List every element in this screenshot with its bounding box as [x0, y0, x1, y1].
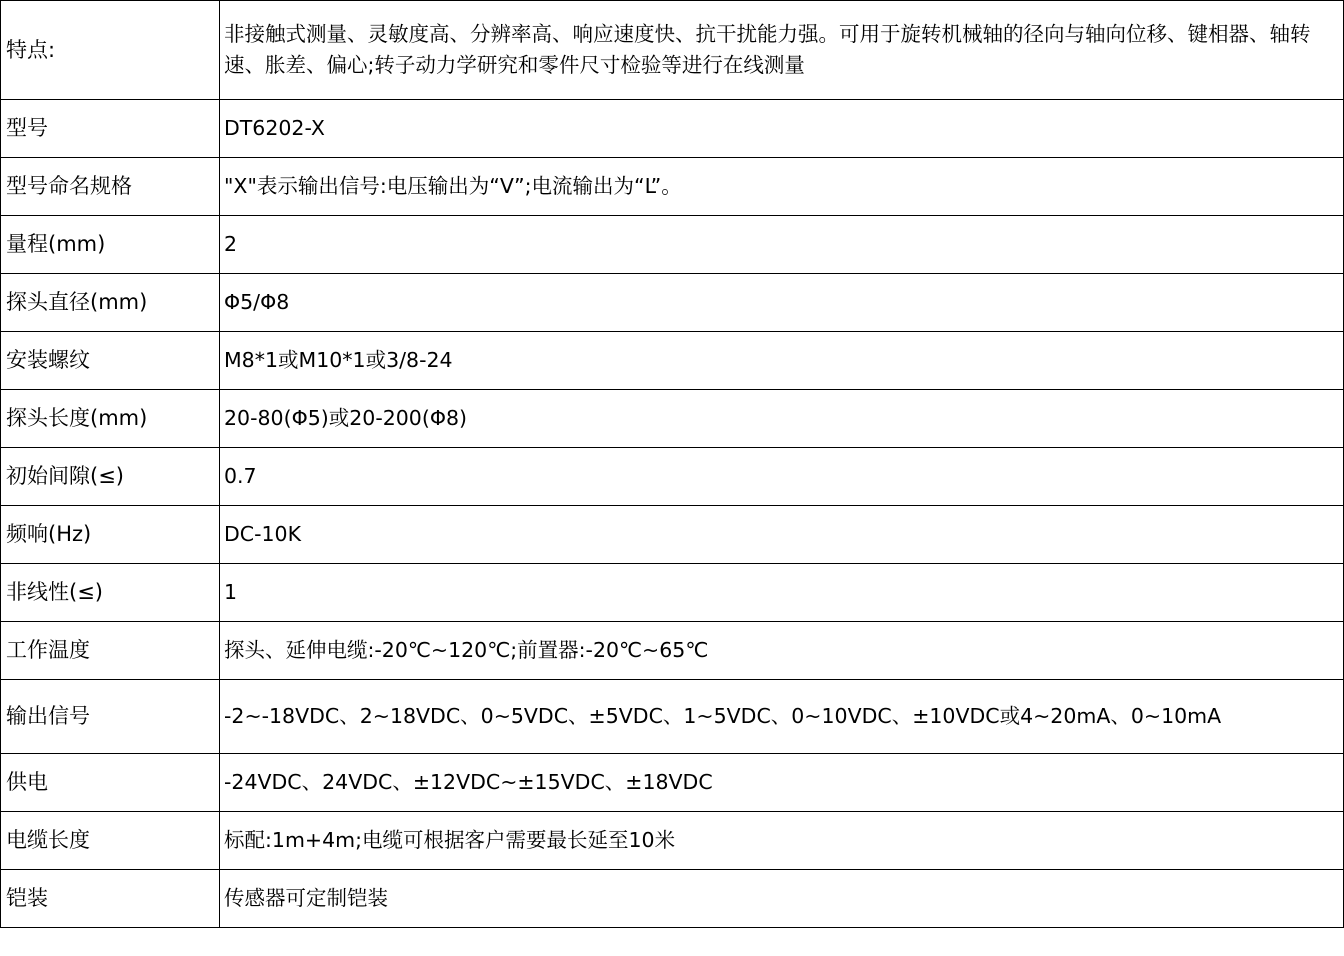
row-value-power-supply: -24VDC、24VDC、±12VDC~±15VDC、±18VDC: [220, 754, 1344, 812]
row-label-power-supply: 供电: [1, 754, 220, 812]
row-value-features: 非接触式测量、灵敏度高、分辨率高、响应速度快、抗干扰能力强。可用于旋转机械轴的径向与轴向位移、键相器、轴转速、胀差、偏心;转子动力学研究和零件尺寸检验等进行在线测量: [220, 1, 1344, 100]
row-label-operating-temperature: 工作温度: [1, 622, 220, 680]
row-value-nonlinearity: 1: [220, 564, 1344, 622]
row-label-nonlinearity: 非线性(≤): [1, 564, 220, 622]
row-value-initial-gap: 0.7: [220, 448, 1344, 506]
table-row: [1, 274, 1344, 332]
row-value-probe-length: 20-80(Φ5)或20-200(Φ8): [220, 390, 1344, 448]
row-label-mounting-thread: 安装螺纹: [1, 332, 220, 390]
table-row: [1, 448, 1344, 506]
row-label-model: 型号: [1, 100, 220, 158]
table-row: [1, 100, 1344, 158]
row-value-armor: 传感器可定制铠装: [220, 870, 1344, 928]
table-row: [1, 564, 1344, 622]
row-label-probe-diameter: 探头直径(mm): [1, 274, 220, 332]
row-value-range: 2: [220, 216, 1344, 274]
table-row: [1, 680, 1344, 754]
row-value-frequency-response: DC-10K: [220, 506, 1344, 564]
row-label-features: 特点:: [1, 1, 220, 100]
row-label-cable-length: 电缆长度: [1, 812, 220, 870]
table-row: [1, 390, 1344, 448]
row-label-model-naming: 型号命名规格: [1, 158, 220, 216]
table-row: [1, 812, 1344, 870]
row-value-model: DT6202-X: [220, 100, 1344, 158]
row-value-output-signal: -2~-18VDC、2~18VDC、0~5VDC、±5VDC、1~5VDC、0~10VDC、±10VDC或4~20mA、0~10mA: [220, 680, 1344, 754]
table-row: [1, 1, 1344, 100]
table-row: [1, 754, 1344, 812]
table-row: [1, 216, 1344, 274]
row-label-output-signal: 输出信号: [1, 680, 220, 754]
row-value-probe-diameter: Φ5/Φ8: [220, 274, 1344, 332]
row-label-range: 量程(mm): [1, 216, 220, 274]
row-label-probe-length: 探头长度(mm): [1, 390, 220, 448]
table-row: [1, 506, 1344, 564]
row-label-frequency-response: 频响(Hz): [1, 506, 220, 564]
row-value-operating-temperature: 探头、延伸电缆:-20℃~120℃;前置器:-20℃~65℃: [220, 622, 1344, 680]
row-label-initial-gap: 初始间隙(≤): [1, 448, 220, 506]
table-row: [1, 158, 1344, 216]
row-label-armor: 铠装: [1, 870, 220, 928]
table-row: [1, 332, 1344, 390]
row-value-mounting-thread: M8*1或M10*1或3/8-24: [220, 332, 1344, 390]
row-value-cable-length: 标配:1m+4m;电缆可根据客户需要最长延至10米: [220, 812, 1344, 870]
table-row: [1, 870, 1344, 928]
row-value-model-naming: "X"表示输出信号:电压输出为“V”;电流输出为“L”。: [220, 158, 1344, 216]
table-row: [1, 622, 1344, 680]
